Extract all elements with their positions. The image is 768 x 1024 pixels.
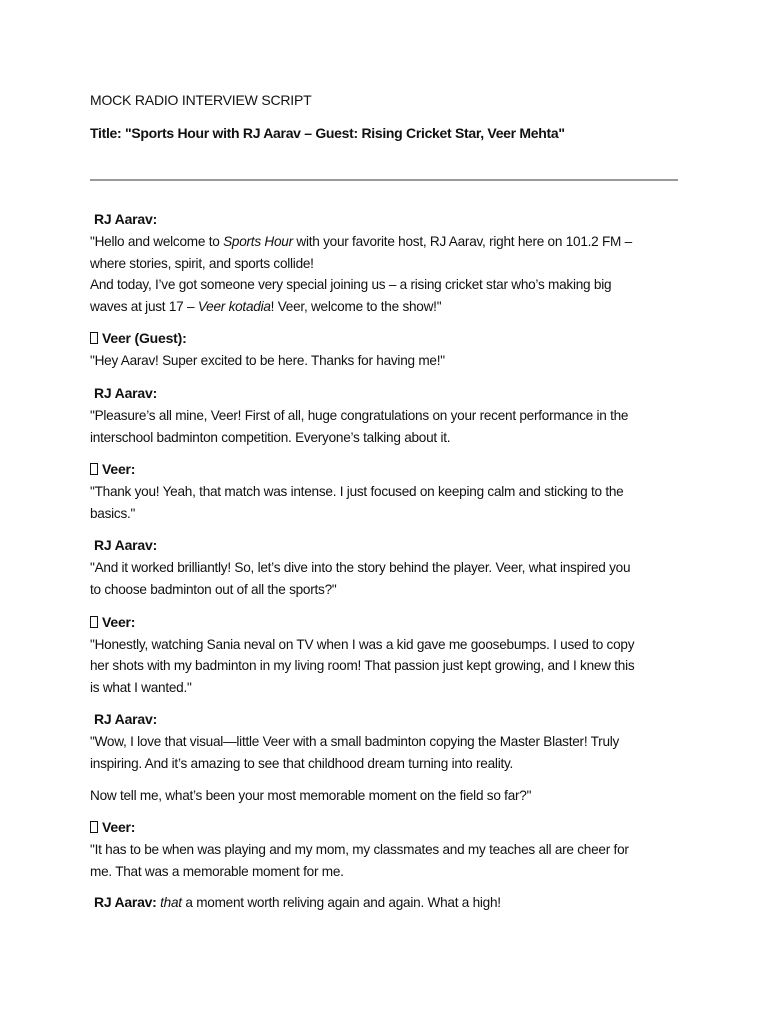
script-body [90,208,680,914]
dialogue-line: "Pleasure’s all mine, Veer! First of all, huge congratulations on your recent performance in the [90,407,629,423]
speaker-name: Veer: [102,613,136,630]
dialogue-line: RJ Aarav: that a moment worth reliving again and again. What a high! [94,894,501,911]
speaker-label [90,327,680,349]
speaker-label [90,816,680,838]
missing-glyph-icon [90,616,98,628]
speaker-name: RJ Aarav: [94,384,158,401]
dialogue-line: interschool badminton competition. Everyone’s talking about it. [90,429,451,445]
speaker-label [90,611,680,633]
dialogue-line: basics." [90,505,136,521]
dialogue-line: where stories, spirit, and sports collide! [90,255,314,271]
speaker-name: RJ Aarav: [94,211,158,227]
dialogue-line: inspiring. And it’s amazing to see that childhood dream turning into reality. [90,755,514,771]
dialogue-line: "Honestly, watching Sania neval on TV when I was a kid gave me goosebumps. I used to copy [90,636,635,652]
show-name: Sports Hour [223,234,293,249]
dialogue-line: "Hey Aarav! Super excited to be here. Thanks for having me!" [90,353,445,369]
dialogue-line: to choose badminton out of all the sports?" [90,581,337,597]
dialogue-line: And today, I’ve got someone very special joining us – a rising cricket star who’s making big [90,277,612,293]
document-title: MOCK RADIO INTERVIEW SCRIPT [90,92,312,108]
dialogue-line: Now tell me, what’s been your most memorable moment on the field so far?" [90,787,532,803]
dialogue-line: "And it worked brilliantly! So, let’s dive into the story behind the player. Veer, what inspired you [90,560,631,576]
missing-glyph-icon [90,463,98,475]
speaker-label [90,208,680,230]
speaker-name: Veer (Guest): [102,330,187,347]
dialogue-line: is what I wanted." [90,679,192,695]
speaker-name: RJ Aarav: [94,711,158,728]
dialogue-line: "Hello and welcome to Sports Hour with your favorite host, RJ Aarav, right here on 101.2 FM – [90,234,632,249]
dialogue-line: me. That was a memorable moment for me. [90,863,344,879]
dialogue-line: "It has to be when was playing and my mom, my classmates and my teaches all are cheer for [90,842,629,858]
speaker-label [90,458,680,480]
speaker-name: Veer: [102,819,136,836]
speaker-label [90,708,680,730]
speaker-name: RJ Aarav: [94,537,158,554]
document-subtitle: Title: "Sports Hour with RJ Aarav – Guest: Rising Cricket Star, Veer Mehta" [90,125,565,141]
speaker-label [90,382,680,404]
speaker-name: RJ Aarav: [94,894,157,911]
emphasized-word: that [160,895,182,911]
dialogue-line: "Wow, I love that visual—little Veer with a small badminton copying the Master Blaster! Truly [90,734,620,750]
guest-name: Veer kotadia [197,298,271,314]
dialogue-line: her shots with my badminton in my living room! That passion just kept growing, and I knew this [90,658,635,674]
dialogue-line: waves at just 17 – Veer kotadia! Veer, welcome to the show!" [90,298,442,314]
dialogue-line: "Thank you! Yeah, that match was intense. I just focused on keeping calm and sticking to the [90,484,624,500]
speaker-name: Veer: [102,461,136,478]
speaker-label [90,534,680,556]
horizontal-rule [90,179,678,181]
missing-glyph-icon [90,821,98,833]
missing-glyph-icon [90,332,98,344]
